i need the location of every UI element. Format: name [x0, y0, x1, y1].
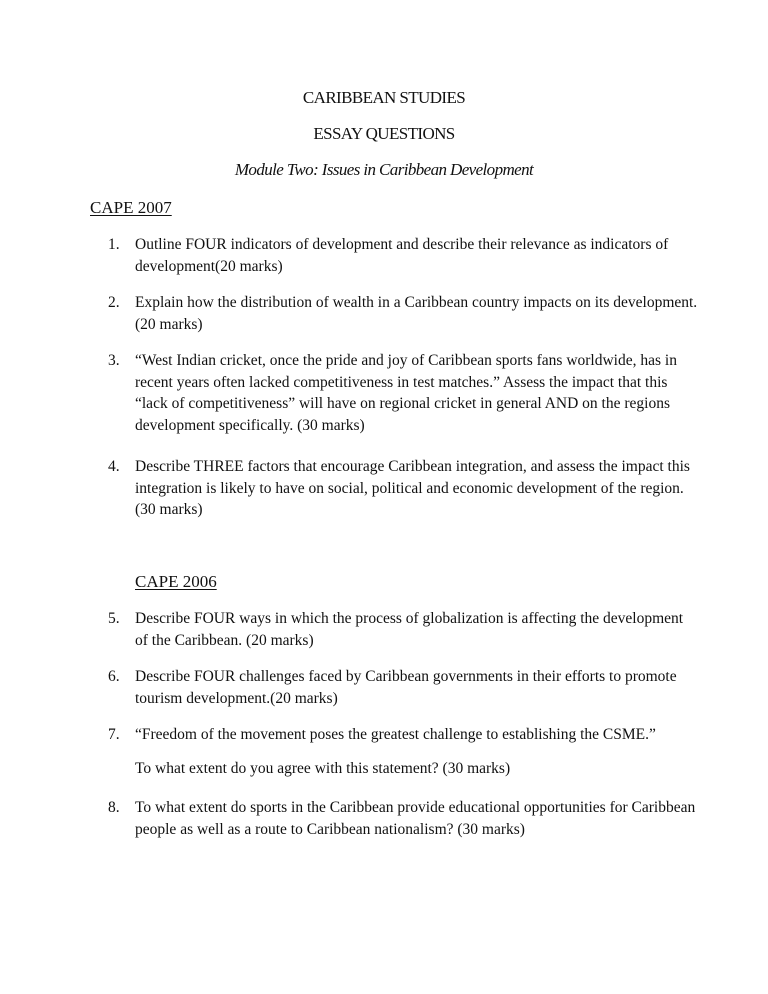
question-number: 6.	[108, 668, 120, 685]
question-number: 7.	[108, 726, 120, 743]
question-item	[108, 608, 698, 651]
document-title: CARIBBEAN STUDIES	[302, 88, 466, 107]
question-item	[108, 350, 698, 436]
question-text: Describe FOUR challenges faced by Caribbean governments in their efforts to promote tourism development.(20 marks)	[135, 668, 677, 707]
section-heading-cape-2006: CAPE 2006	[135, 572, 217, 591]
section-heading-cape-2007: CAPE 2007	[90, 198, 172, 217]
question-text: Describe FOUR ways in which the process of globalization is affecting the development of the Caribbean. (20 marks)	[135, 610, 684, 649]
question-text: “Freedom of the movement poses the greatest challenge to establishing the CSME.”	[135, 726, 656, 743]
question-number: 5.	[108, 610, 120, 627]
question-item	[108, 234, 698, 277]
question-text: Explain how the distribution of wealth in a Caribbean country impacts on its development. (20 marks)	[135, 294, 698, 333]
question-text: Outline FOUR indicators of development and describe their relevance as indicators of development(20 marks)	[135, 236, 669, 275]
document-subtitle: ESSAY QUESTIONS	[313, 124, 455, 143]
question-text: Describe THREE factors that encourage Caribbean integration, and assess the impact this integration is likely to have on social, political and economic development of the region. (30 marks)	[135, 458, 690, 518]
question-item	[108, 797, 698, 840]
question-item	[108, 666, 698, 709]
question-item	[108, 456, 698, 521]
question-text: To what extent do sports in the Caribbean provide educational opportunities for Caribbean people as well as a route to Caribbean nationalism? (30 marks)	[135, 799, 696, 838]
question-number: 2.	[108, 294, 120, 311]
question-number: 1.	[108, 236, 120, 253]
question-number: 4.	[108, 458, 120, 475]
question-number: 3.	[108, 352, 120, 369]
question-item	[108, 724, 698, 779]
question-followup-text: To what extent do you agree with this statement? (30 marks)	[135, 759, 511, 777]
module-heading: Module Two: Issues in Caribbean Development	[234, 160, 534, 179]
question-number: 8.	[108, 799, 120, 816]
question-text: “West Indian cricket, once the pride and joy of Caribbean sports fans worldwide, has in recent years often lacked competitiveness in test matches.” Assess the impact that this “lack of competitiveness” will have on regional cricket in general AND on the regions development specifically. (30 marks)	[135, 352, 677, 434]
question-item	[108, 292, 698, 335]
